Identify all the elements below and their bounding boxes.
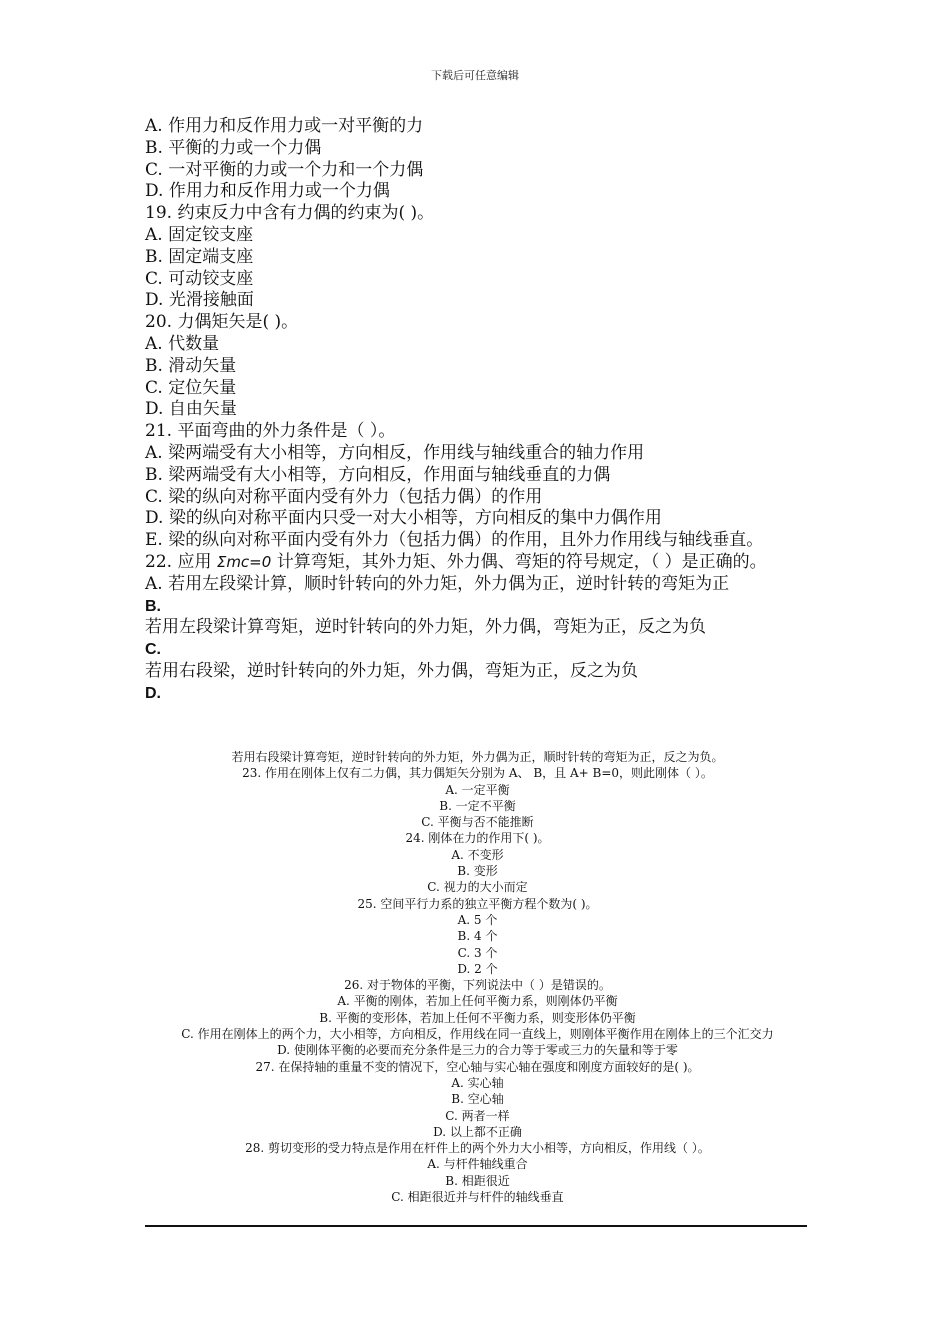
- option-line: D. 光滑接触面: [145, 290, 254, 311]
- question-23: 23. 作用在刚体上仅有二力偶，其力偶矩矢分别为 A、 B，且 A+ B=0，则此刚体（ ）。: [242, 766, 713, 781]
- q22-suffix: 计算弯矩，其外力矩、外力偶、弯矩的符号规定，（ ）是正确的。: [271, 551, 767, 572]
- option-line: B. 变形: [457, 864, 498, 879]
- question-26: 26. 对于物体的平衡，下列说法中（ ）是错误的。: [344, 978, 611, 993]
- question-19: 19. 约束反力中含有力偶的约束为( )。: [145, 203, 435, 224]
- option-line: B. 4 个: [457, 929, 498, 944]
- option-label: D.: [145, 684, 161, 702]
- option-line: 若用右段梁，逆时针转向的外力矩，外力偶，弯矩为正，反之为负: [145, 660, 638, 681]
- footer-rule: [145, 1225, 807, 1227]
- option-line: C. 可动铰支座: [145, 268, 254, 289]
- question-22: [145, 552, 810, 574]
- lower-question-block: [145, 749, 810, 1205]
- option-line: A. 不变形: [451, 847, 504, 862]
- option-line: 若用右段梁计算弯矩，逆时针转向的外力矩，外力偶为正，顺时针转的弯矩为正，反之为负。: [231, 750, 724, 764]
- option-line: B. 梁两端受有大小相等，方向相反，作用面与轴线垂直的力偶: [145, 464, 611, 485]
- option-line: C. 平衡与否不能推断: [421, 815, 534, 830]
- option-line: B. 固定端支座: [145, 246, 254, 267]
- option-line: C. 作用在刚体上的两个力，大小相等，方向相反，作用线在同一直线上，则刚体平衡作用在刚体上的三个汇交力: [181, 1027, 774, 1042]
- formula: Σmc=0: [216, 552, 272, 571]
- option-line: D. 梁的纵向对称平面内只受一对大小相等，方向相反的集中力偶作用: [145, 508, 662, 529]
- option-line: B. 相距很近: [445, 1173, 510, 1188]
- option-line: B. 滑动矢量: [145, 355, 237, 376]
- option-label: B.: [145, 597, 161, 615]
- question-28: 28. 剪切变形的受力特点是作用在杆件上的两个外力大小相等，方向相反，作用线（ ）。: [245, 1141, 710, 1156]
- option-line: A. 平衡的刚体，若加上任何平衡力系，则刚体仍平衡: [337, 994, 618, 1009]
- option-line: C. 两者一样: [445, 1108, 510, 1123]
- page-header: 下载后可任意编辑: [431, 69, 519, 82]
- question-20: 20. 力偶矩矢是( )。: [145, 312, 299, 333]
- option-line: 若用左段梁计算弯矩，逆时针转向的外力矩，外力偶，弯矩为正，反之为负: [145, 617, 706, 638]
- option-line: D. 自由矢量: [145, 399, 237, 420]
- option-line: A. 梁两端受有大小相等，方向相反，作用线与轴线重合的轴力作用: [145, 442, 645, 463]
- option-label: C.: [145, 641, 161, 659]
- option-line: A. 实心轴: [451, 1075, 504, 1090]
- option-line: C. 一对平衡的力或一个力和一个力偶: [145, 159, 424, 180]
- option-line: D. 作用力和反作用力或一个力偶: [145, 181, 390, 202]
- option-line: A. 5 个: [457, 912, 498, 927]
- option-line: A. 代数量: [145, 333, 220, 354]
- option-line: E. 梁的纵向对称平面内受有外力（包括力偶）的作用，且外力作用线与轴线垂直。: [145, 530, 764, 551]
- option-line: C. 相距很近并与杆件的轴线垂直: [391, 1190, 564, 1205]
- option-line: A. 与杆件轴线重合: [427, 1157, 528, 1172]
- option-line: C. 3 个: [457, 945, 498, 960]
- option-line: D. 使刚体平衡的必要而充分条件是三力的合力等于零或三力的矢量和等于零: [277, 1043, 678, 1058]
- option-line: B. 一定不平衡: [439, 798, 516, 813]
- upper-question-block: [145, 116, 810, 705]
- question-25: 25. 空间平行力系的独立平衡方程个数为( )。: [357, 896, 598, 911]
- q22-prefix: 22. 应用: [145, 551, 217, 572]
- option-line: A. 一定平衡: [445, 782, 510, 797]
- option-line: B. 空心轴: [451, 1092, 504, 1107]
- option-line: C. 视力的大小而定: [427, 880, 528, 895]
- question-24: 24. 刚体在力的作用下( )。: [405, 831, 550, 846]
- option-line: A. 固定铰支座: [145, 224, 254, 245]
- option-line: C. 梁的纵向对称平面内受有外力（包括力偶）的作用: [145, 486, 543, 507]
- option-line: D. 以上都不正确: [433, 1124, 522, 1139]
- question-21: 21. 平面弯曲的外力条件是（ ）。: [145, 421, 396, 442]
- option-line: D. 2 个: [457, 961, 498, 976]
- question-27: 27. 在保持轴的重量不变的情况下，空心轴与实心轴在强度和刚度方面较好的是( )。: [255, 1059, 700, 1074]
- option-line: A. 若用左段梁计算，顺时针转向的外力矩，外力偶为正，逆时针转的弯矩为正: [145, 573, 730, 594]
- option-line: B. 平衡的力或一个力偶: [145, 137, 322, 158]
- option-line: B. 平衡的变形体，若加上任何不平衡力系，则变形体仍平衡: [319, 1010, 636, 1025]
- option-line: C. 定位矢量: [145, 377, 237, 398]
- option-line: A. 作用力和反作用力或一对平衡的力: [145, 116, 424, 136]
